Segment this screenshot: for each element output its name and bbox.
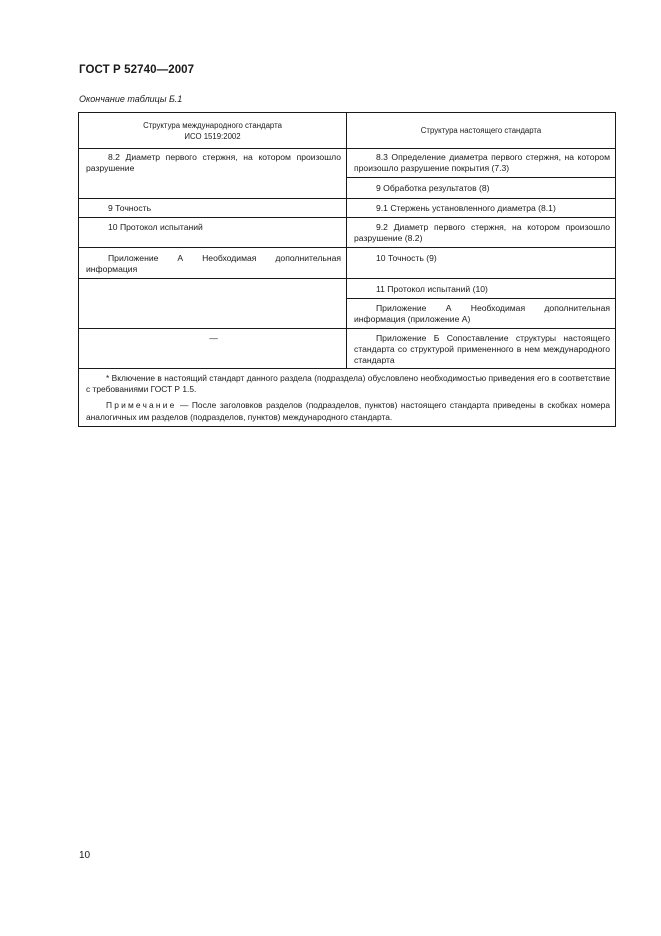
table-cell	[79, 149, 347, 199]
table-footnote-row	[79, 369, 616, 427]
cell-text: 9 Точность	[108, 203, 152, 213]
cell-text: 10 Протокол испытаний	[108, 222, 203, 232]
cell-text: Приложение Б Сопоставление структуры настоящего стандарта со структурой примененного в нем международного стандарта	[354, 333, 610, 365]
table-header-row	[79, 113, 616, 149]
table-cell	[347, 279, 616, 299]
table-cell	[347, 299, 616, 329]
cell-text: 11 Протокол испытаний (10)	[376, 284, 488, 294]
col-header-national	[347, 113, 616, 149]
table-row	[79, 218, 616, 248]
table-cell	[79, 329, 347, 369]
table-caption: Окончание таблицы Б.1	[79, 94, 183, 104]
col-header-international-line2: ИСО 1519:2002	[184, 131, 241, 141]
table-cell	[79, 248, 347, 279]
table-cell	[347, 178, 616, 199]
table-cell	[79, 218, 347, 248]
table-row	[79, 248, 616, 279]
note-label: Примечание	[106, 400, 177, 411]
table-cell	[347, 248, 616, 279]
table-cell	[79, 279, 347, 329]
col-header-national-text: Структура настоящего стандарта	[420, 126, 542, 135]
table-cell	[79, 199, 347, 218]
cell-text: Приложение А Необходимая дополнительная информация	[86, 253, 341, 274]
table-row	[79, 199, 616, 218]
note-text: — После заголовков разделов (подразделов, пунктов) настоящего стандарта приведены в скобках номера аналогичных им разделов (подразделов, пунктов) международного стандарта.	[86, 400, 610, 422]
cell-text: 9.1 Стержень установленного диаметра (8.1)	[376, 203, 556, 213]
page-number: 10	[79, 850, 91, 861]
cell-text: 9.2 Диаметр первого стержня, на котором произошло разрушение (8.2)	[354, 222, 610, 243]
cell-text: Приложение А Необходимая дополнительная информация (приложение А)	[354, 303, 610, 324]
comparison-table	[78, 112, 616, 427]
cell-empty	[79, 279, 346, 283]
table-row	[79, 279, 616, 299]
table-row	[79, 149, 616, 178]
table-cell	[347, 329, 616, 369]
col-header-international	[79, 113, 347, 149]
cell-text: —	[209, 333, 218, 343]
cell-text: 8.3 Определение диаметра первого стержня, на котором произошло разрушение покрытия (7.3)	[354, 152, 610, 173]
table-row	[79, 329, 616, 369]
table-cell	[347, 218, 616, 248]
table-cell	[347, 199, 616, 218]
col-header-international-line1: Структура международного стандарта	[143, 120, 282, 130]
table-cell	[347, 149, 616, 178]
cell-text: 10 Точность (9)	[376, 253, 437, 263]
table-footnote-cell	[79, 369, 616, 427]
cell-text: 9 Обработка результатов (8)	[376, 183, 490, 193]
footnote-text: * Включение в настоящий стандарт данного раздела (подраздела) обусловлено необходимостью приведения его в соответствие с требованиями ГОСТ Р 1.5.	[86, 373, 610, 395]
cell-text: 8.2 Диаметр первого стержня, на котором произошло разрушение	[86, 152, 341, 173]
standard-number-header: ГОСТ Р 52740—2007	[79, 64, 195, 76]
note-paragraph	[86, 400, 610, 422]
